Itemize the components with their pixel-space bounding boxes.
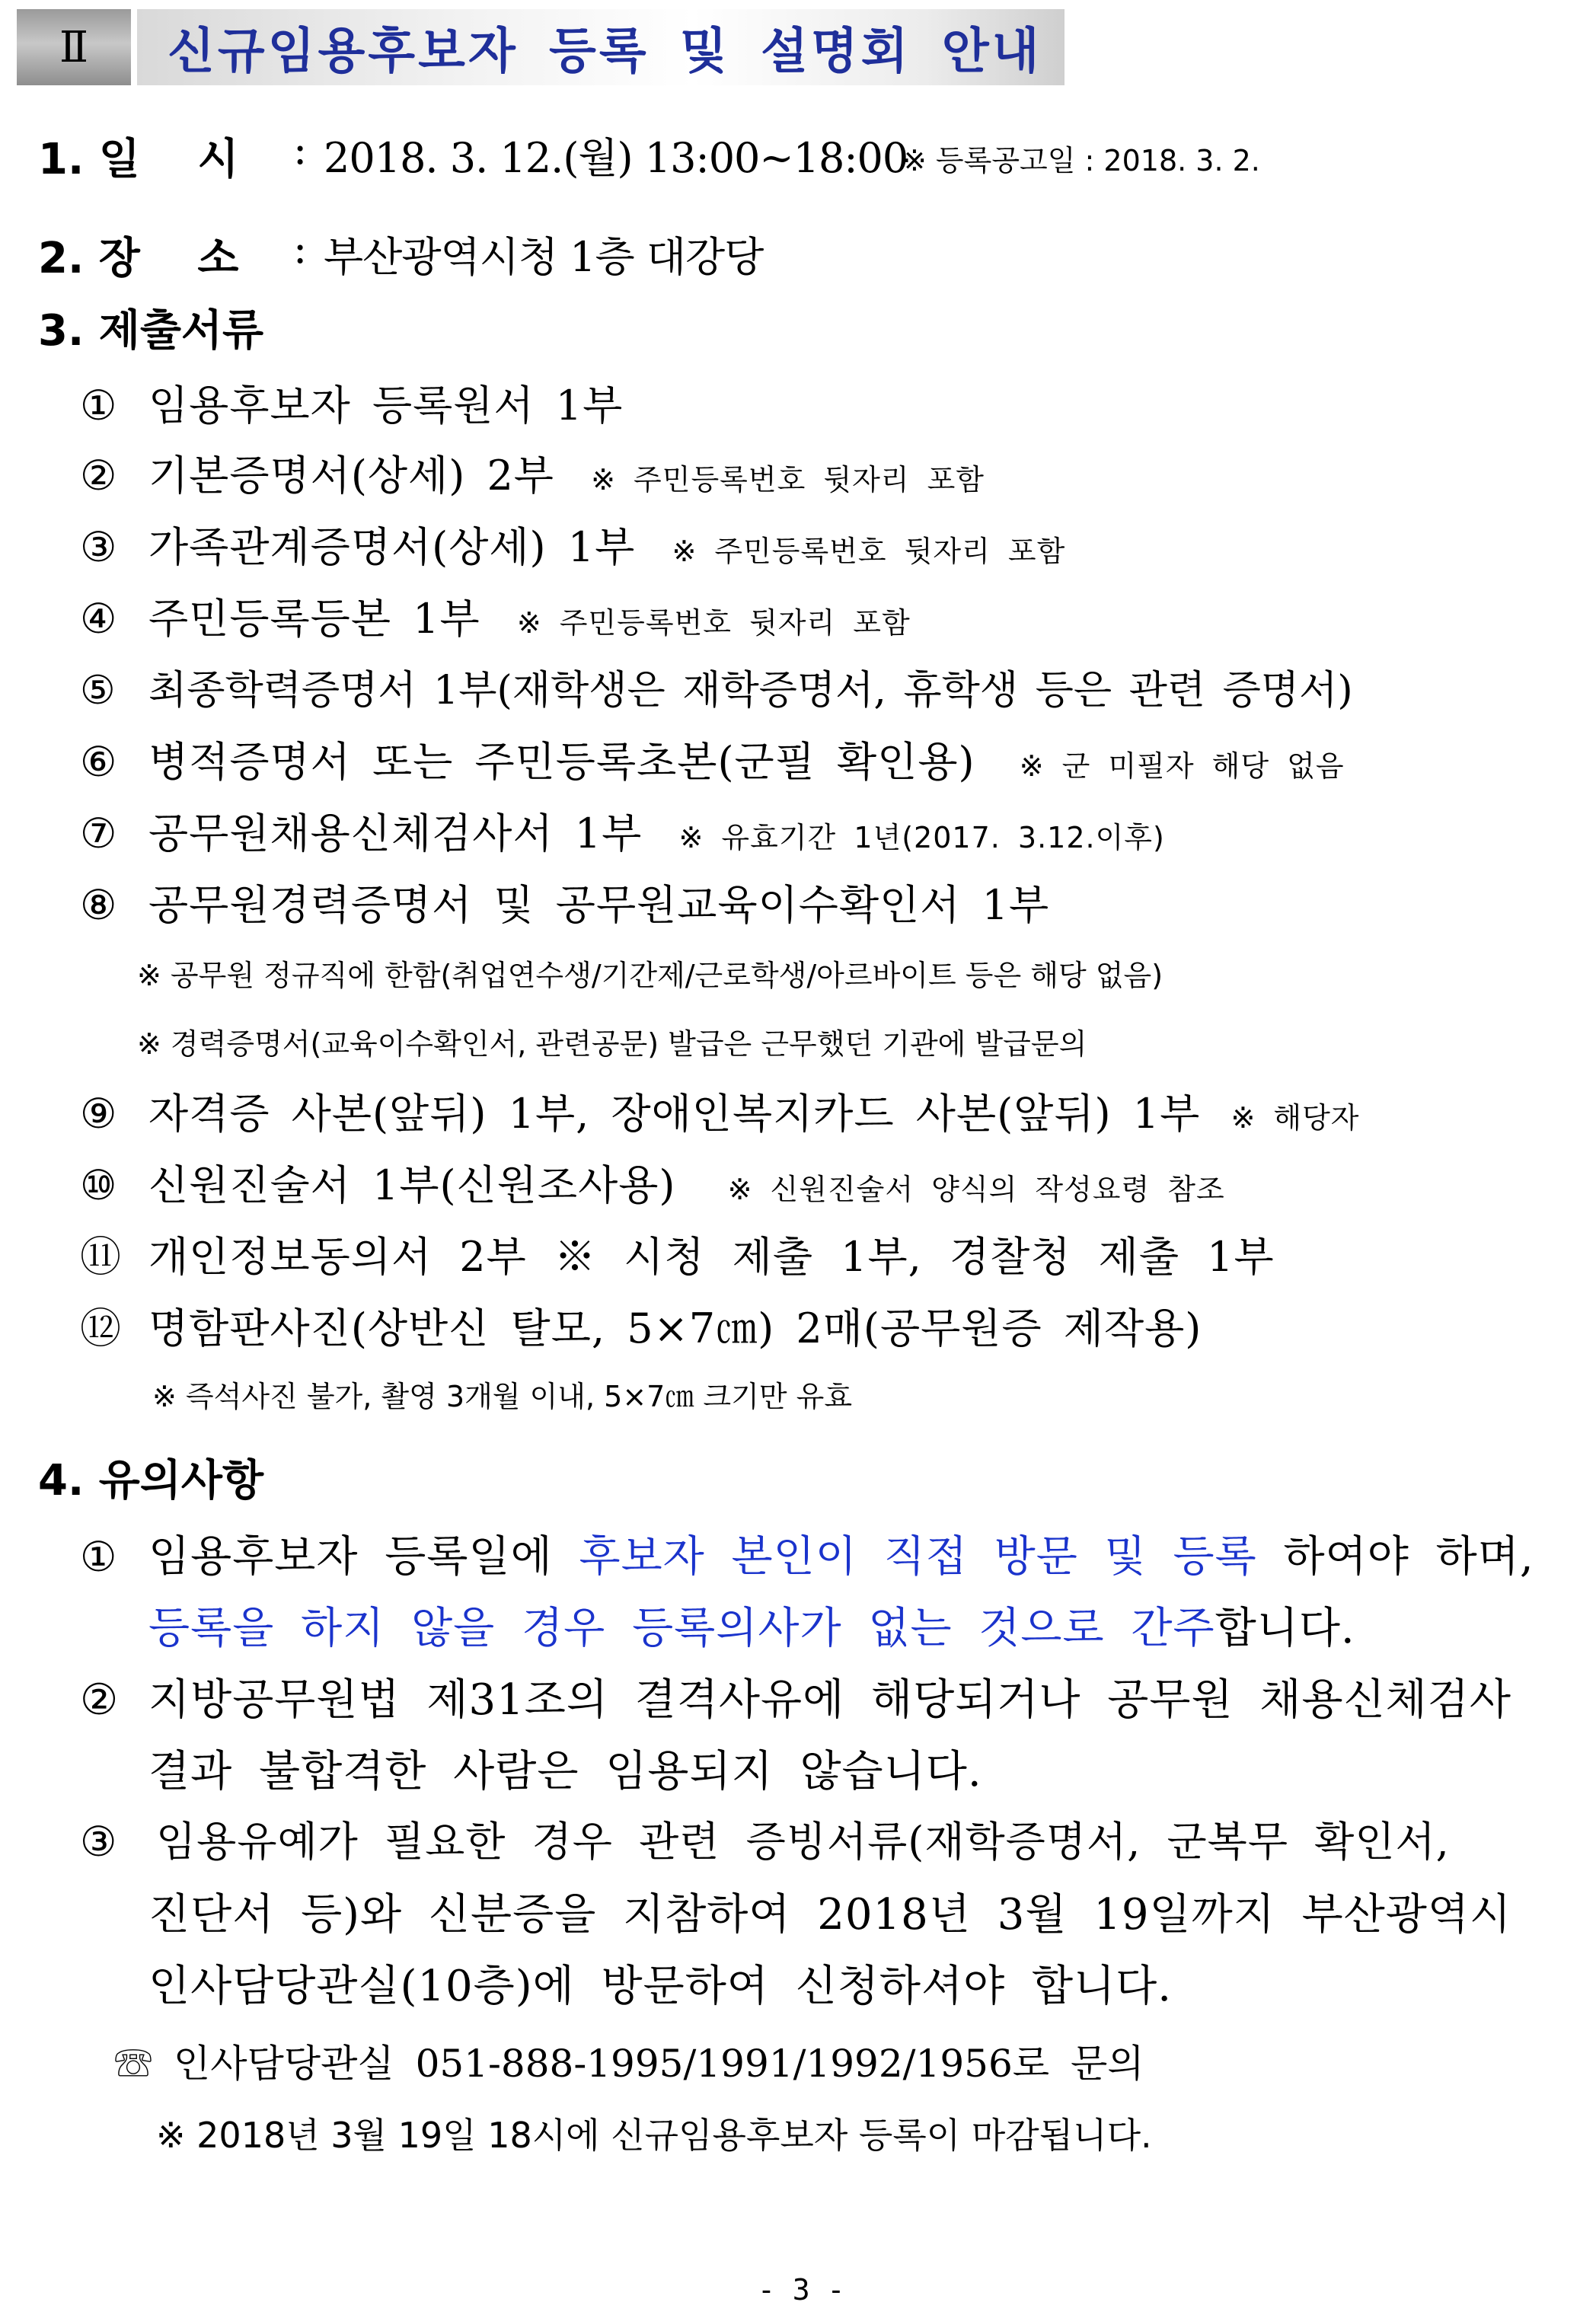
item-number: ③ xyxy=(80,1818,118,1866)
item-number: ① xyxy=(80,1533,118,1581)
item-text: 자격증 사본(앞뒤) 1부, 장애인복지카드 사본(앞뒤) 1부 xyxy=(148,1090,1201,1138)
notice-item-2-line-2: 결과 불합격한 사람은 임용되지 않습니다. xyxy=(148,1747,982,1796)
item-note: ※ 주민등록번호 뒷자리 포함 xyxy=(516,606,911,640)
notice-item-3-line-2: 진단서 등)와 신분증을 지참하여 2018년 3월 19일까지 부산광역시 xyxy=(148,1890,1512,1940)
notice-item-3-line-1 xyxy=(80,1809,1450,1868)
list-item xyxy=(80,1296,1202,1355)
item-text: 공무원경력증명서 및 공무원교육이수확인서 1부 xyxy=(148,881,1050,929)
list-item xyxy=(80,801,1165,860)
section-3-label: 3. 제출서류 xyxy=(38,306,264,356)
item-number: ② xyxy=(80,452,118,500)
item-number: ③ xyxy=(80,523,118,571)
list-item xyxy=(80,586,911,645)
item-text: 공무원채용신체검사서 1부 xyxy=(148,809,643,857)
section-2-label: 2. 장 소 xyxy=(38,234,239,283)
item-note: ※ 군 미필자 해당 없음 xyxy=(1019,749,1345,783)
item-number: ⑧ xyxy=(80,881,118,929)
item-number: ⑪ xyxy=(80,1233,122,1281)
highlight-text: 등록을 하지 않을 경우 등록의사가 없는 것으로 간주 xyxy=(148,1604,1215,1653)
item-text: 가족관계증명서(상세) 1부 xyxy=(148,523,636,571)
item-number: ② xyxy=(80,1675,120,1725)
notice-item-1-line-1 xyxy=(80,1523,1534,1584)
page-title: 신규임용후보자 등록 및 설명회 안내 xyxy=(137,9,1065,85)
list-item xyxy=(80,730,1345,788)
section-1-label: 1. 일 시 xyxy=(38,135,239,184)
item-number: ⑤ xyxy=(80,668,116,714)
item-number: ④ xyxy=(80,595,118,643)
notice-item-2-line-1 xyxy=(80,1666,1511,1727)
list-item xyxy=(80,1224,1275,1283)
section-1-colon: : xyxy=(293,126,307,174)
item-text: 개인정보동의서 2부 ※ 시청 제출 1부, 경찰청 제출 1부 xyxy=(148,1233,1275,1281)
notice-item-1-line-2 xyxy=(148,1595,1355,1655)
item-note: ※ 유효기간 1년(2017. 3.12.이후) xyxy=(678,821,1165,854)
text-segment: 하여야 하며, xyxy=(1256,1532,1534,1582)
list-item xyxy=(80,443,985,502)
text-segment: 합니다. xyxy=(1215,1604,1355,1653)
item-note: ※ 해당자 xyxy=(1231,1101,1360,1135)
section-1-datetime: 2018. 3. 12.(월) 13:00~18:00 xyxy=(324,134,908,182)
section-roman-numeral: Ⅱ xyxy=(17,9,137,85)
item-number: ⑥ xyxy=(80,738,118,786)
page-number: - 3 - xyxy=(758,2273,845,2307)
item-number: ⑫ xyxy=(80,1304,122,1352)
section-header xyxy=(17,9,1065,85)
list-item xyxy=(80,373,623,432)
list-item xyxy=(80,873,1049,931)
item-12-note: ※ 즉석사진 불가, 촬영 3개월 이내, 5×7㎝ 크기만 유효 xyxy=(152,1380,853,1413)
item-note: ※ 신원진술서 양식의 작성요령 참조 xyxy=(727,1173,1225,1206)
item-text: 병적증명서 또는 주민등록초본(군필 확인용) xyxy=(148,738,975,786)
section-2-colon: : xyxy=(293,225,307,273)
item-text: 최종학력증명서 1부(재학생은 재학증명서, 휴학생 등은 관련 증명서) xyxy=(148,668,1353,714)
item-number: ⑦ xyxy=(80,809,118,857)
item-number: ⑨ xyxy=(80,1090,118,1138)
highlight-text: 후보자 본인이 직접 방문 및 등록 xyxy=(579,1532,1257,1582)
list-item xyxy=(80,515,1065,573)
item-number: ⑩ xyxy=(80,1161,118,1209)
item-text: 임용후보자 등록원서 1부 xyxy=(148,382,624,429)
text-segment: 지방공무원법 제31조의 결격사유에 해당되거나 공무원 채용신체검사 xyxy=(148,1675,1511,1725)
text-segment: 임용유예가 필요한 경우 관련 증빙서류(재학증명서, 군복무 확인서, xyxy=(156,1818,1450,1866)
list-item xyxy=(80,1081,1359,1140)
section-1-note: ※ 등록공고일 : 2018. 3. 2. xyxy=(902,144,1260,177)
item-number: ① xyxy=(80,382,118,429)
item-note: ※ 주민등록번호 뒷자리 포함 xyxy=(672,535,1066,568)
item-text: 기본증명서(상세) 2부 xyxy=(148,452,554,500)
contact-line: ☏ 인사담당관실 051-888-1995/1991/1992/1956로 문의 xyxy=(114,2042,1144,2086)
item-text: 명함판사진(상반신 탈모, 5×7㎝) 2매(공무원증 제작용) xyxy=(148,1304,1202,1352)
notice-item-3-line-3: 인사담당관실(10층)에 방문하여 신청하셔야 합니다. xyxy=(148,1962,1173,2011)
deadline-note: ※ 2018년 3월 19일 18시에 신규임용후보자 등록이 마감됩니다. xyxy=(156,2115,1152,2156)
item-note: ※ 주민등록번호 뒷자리 포함 xyxy=(591,463,985,496)
text-segment: 임용후보자 등록일에 xyxy=(148,1532,579,1582)
item-8-note-2: ※ 경력증명서(교육이수확인서, 관련공문) 발급은 근무했던 기관에 발급문의 xyxy=(137,1027,1087,1061)
item-text: 신원진술서 1부(신원조사용) xyxy=(148,1161,676,1209)
section-2-place: 부산광역시청 1층 대강당 xyxy=(324,233,764,281)
section-4-label: 4. 유의사항 xyxy=(38,1456,264,1505)
list-item xyxy=(80,1153,1225,1212)
item-text: 주민등록등본 1부 xyxy=(148,595,480,643)
list-item xyxy=(80,658,1353,715)
item-8-note-1: ※ 공무원 정규직에 한함(취업연수생/기간제/근로학생/아르바이트 등은 해당 없음) xyxy=(137,959,1163,992)
